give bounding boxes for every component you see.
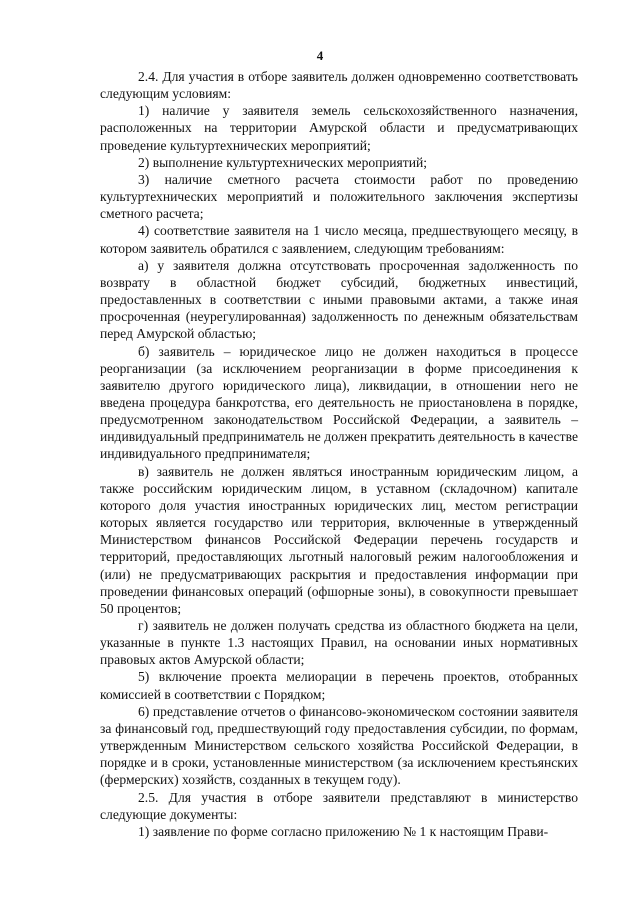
paragraph-condition-2: 2) выполнение культуртехнических мероприятий; [138, 154, 428, 170]
paragraph-requirement-a: а) у заявителя должна отсутствовать просроченная задолженность по возврату в областной бюджет субсидий, бюджетных инвестиций, предоставленных в соответствии с иными правовыми актами, а также иная просроченная (неурегулированная) задолженность по денежным обязательствам перед Амурской областью; [100, 257, 578, 342]
paragraph-condition-3: 3) наличие сметного расчета стоимости работ по проведению культуртехнических мероприятий и положительного заключения экспертизы сметного расчета; [100, 171, 578, 222]
page-number: 4 [316, 48, 324, 63]
paragraph-2-4: 2.4. Для участия в отборе заявитель должен одновременно соответствовать следующим условиям: [100, 69, 578, 102]
document-body [100, 68, 578, 840]
paragraph-requirement-b: б) заявитель – юридическое лицо не должен находиться в процессе реорганизации (за исключением реорганизации в форме присоединения к заявителю другого юридического лица), ликвидации, в отношении него не введена процедура банкротства, его деятельность не приостановлена в порядке, предусмотренном законодательством Российской Федерации, а заявитель – индивидуальный предприниматель не должен прекратить деятельность в качестве индивидуального предпринимателя; [100, 343, 578, 462]
paragraph-requirement-v: в) заявитель не должен являться иностранным юридическим лицом, а также российским юридическим лицом, в уставном (складочном) капитале которого доля участия иностранных юридических лиц, местом регистрации которых является государство или территория, включенные в утвержденный Министерством финансов Российской Федерации перечень государств и территорий, предоставляющих льготный налоговый режим налогообложения и (или) не предусматривающих раскрытия и предоставления информации при проведении финансовых операций (офшорные зоны), в совокупности превышает 50 процентов; [100, 463, 578, 616]
paragraph-condition-1: 1) наличие у заявителя земель сельскохозяйственного назначения, расположенных на территории Амурской области и предусматривающих проведение культуртехнических мероприятий; [100, 103, 578, 153]
paragraph-condition-6: 6) представление отчетов о финансово-экономическом состоянии заявителя за финансовый год, предшествующий году предоставления субсидии, по формам, утвержденным Министерством сельского хозяйства Российской Федерации, в порядке и в сроки, установленные министерством (за исключением крестьянских (фермерских) хозяйств, созданных в текущем году). [100, 703, 578, 788]
paragraph-condition-4: 4) соответствие заявителя на 1 число месяца, предшествующего месяцу, в котором заявитель обратился с заявлением, следующим требованиям: [100, 223, 578, 256]
paragraph-2-5: 2.5. Для участия в отборе заявители представляют в министерство следующие документы: [100, 789, 578, 822]
paragraph-condition-5: 5) включение проекта мелиорации в перечень проектов, отобранных комиссией в соответствии с Порядком; [100, 669, 578, 702]
paragraph-requirement-g: г) заявитель не должен получать средства из областного бюджета на цели, указанные в пункте 1.3 настоящих Правил, на основании иных нормативных правовых актов Амурской области; [100, 618, 578, 668]
paragraph-document-1: 1) заявление по форме согласно приложению № 1 к настоящим Прави- [138, 823, 549, 839]
